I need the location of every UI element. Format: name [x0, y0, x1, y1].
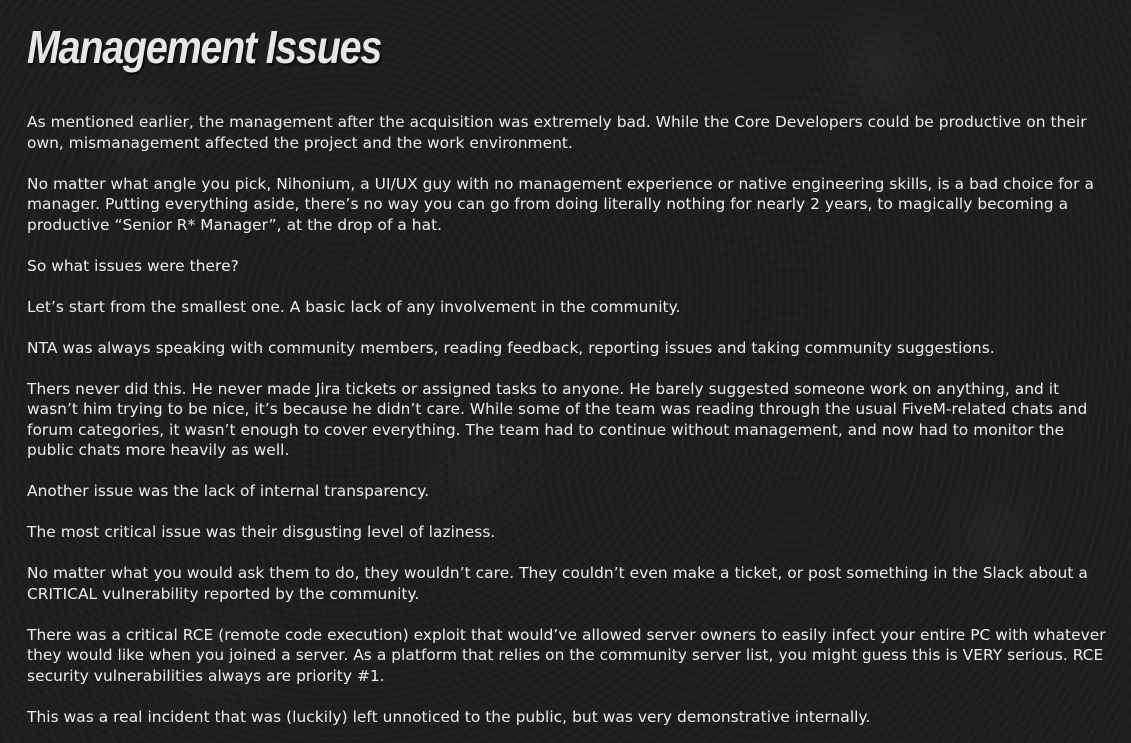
page-title: Management Issues — [27, 21, 382, 73]
paragraph-intro: As mentioned earlier, the management after the acquisition was extremely bad. While the Core Developers could be productive on their own, mismanagement affected the project and the work environment. — [27, 113, 1087, 152]
paragraph-transparency: Another issue was the lack of internal transparency. — [27, 482, 430, 500]
article-body — [27, 112, 1111, 727]
paragraph-laziness: The most critical issue was their disgusting level of laziness. — [27, 523, 496, 541]
paragraph-manager-choice: No matter what angle you pick, Nihonium, a UI/UX guy with no management experience or native engineering skills, is a bad choice for a manager. Putting everything aside, there’s no way you can go from doing literally nothing for nearly 2 years, to magically becoming a productive “Senior R* Manager”, at the drop of a hat. — [27, 174, 1094, 234]
paragraph-no-care: No matter what you would ask them to do, they wouldn’t care. They couldn’t even make a ticket, or post something in the Slack about a CRITICAL vulnerability reported by the community. — [27, 564, 1088, 603]
paragraph-thers: Thers never did this. He never made Jira tickets or assigned tasks to anyone. He barely suggested someone work on anything, and it wasn’t him trying to be nice, it’s because he didn’t care. While some of the team was reading through the usual FiveM-related chats and forum categories, it wasn’t enough to cover everything. The team had to continue without management, and now had to monitor the public chats more heavily as well. — [27, 379, 1088, 459]
paragraph-incident: This was a real incident that was (luckily) left unnoticed to the public, but was very demonstrative internally. — [27, 707, 871, 726]
paragraph-rce: There was a critical RCE (remote code execution) exploit that would’ve allowed server owners to easily infect your entire PC with whatever they would like when you joined a server. As a platform that relies on the community server list, you might guess this is VERY serious. RCE security vulnerabilities always are priority #1. — [27, 625, 1106, 685]
paragraph-question: So what issues were there? — [27, 256, 239, 275]
paragraph-smallest-issue: Let’s start from the smallest one. A basic lack of any involvement in the community. — [27, 297, 681, 316]
paragraph-nta: NTA was always speaking with community members, reading feedback, reporting issues and taking community suggestions. — [27, 338, 995, 357]
